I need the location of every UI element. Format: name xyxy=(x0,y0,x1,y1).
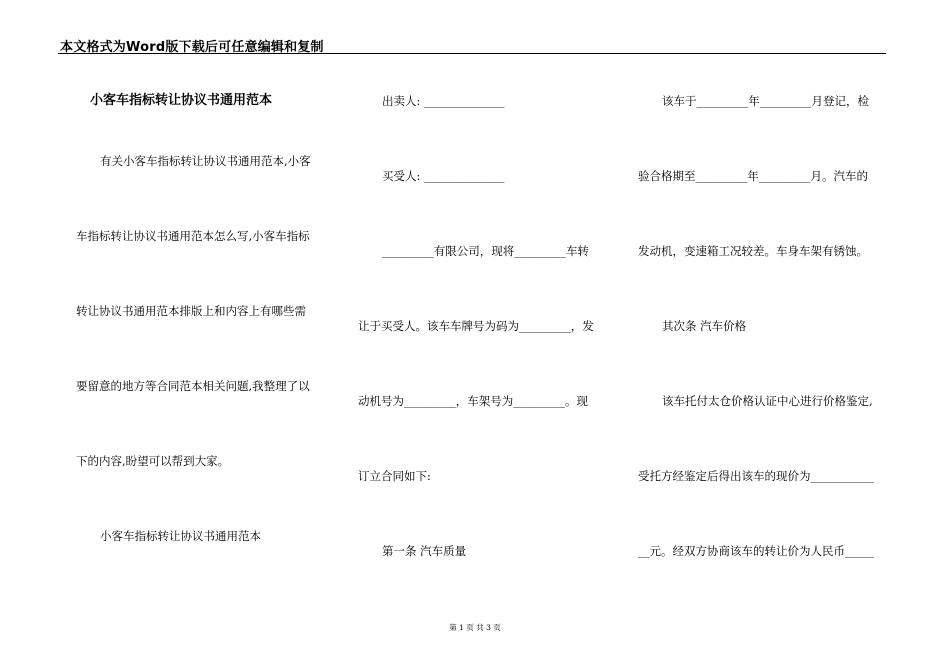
text-line: 车指标转让协议书通用范本怎么写,小客车指标 xyxy=(76,229,310,243)
text-line: 其次条 汽车价格 xyxy=(662,319,747,333)
text-line: 动机号为_________，车架号为_________。现 xyxy=(358,394,588,408)
text-line: 让于买受人。该车车牌号为码为_________，发 xyxy=(358,319,594,333)
document-header: 本文格式为Word版下载后可任意编辑和复制 xyxy=(60,40,324,55)
text-line: 订立合同如下: xyxy=(358,469,431,483)
document-title: 小客车指标转让协议书通用范本 xyxy=(90,93,273,108)
text-column-3 xyxy=(638,0,888,672)
page-number: 第 1 页 共 3 页 xyxy=(449,623,501,632)
text-line: 验合格期至_________年_________月。汽车的 xyxy=(638,169,868,183)
text-line: 要留意的地方等合同范本相关问题,我整理了以 xyxy=(76,379,310,393)
text-line: 第一条 汽车质量 xyxy=(382,544,467,558)
text-column-1 xyxy=(76,0,324,672)
text-line: __元。经双方协商该车的转让价为人民币_____ xyxy=(638,544,874,558)
text-line: 小客车指标转让协议书通用范本 xyxy=(100,529,261,543)
text-line: 下的内容,盼望可以帮到大家。 xyxy=(76,454,230,468)
text-line: 买受人: ______________ xyxy=(382,169,505,183)
text-line: 该车于_________年_________月登记，检 xyxy=(662,94,869,108)
text-column-2 xyxy=(358,0,608,672)
text-line: 该车托付太仓价格认证中心进行价格鉴定, xyxy=(662,394,873,408)
text-line: 出卖人: ______________ xyxy=(382,94,505,108)
text-line: 发动机，变速箱工况较差。车身车架有锈蚀。 xyxy=(638,244,868,258)
text-line: _________有限公司，现将_________车转 xyxy=(382,244,589,258)
text-line: 转让协议书通用范本排版上和内容上有哪些需 xyxy=(76,304,306,318)
text-line: 有关小客车指标转让协议书通用范本,小客 xyxy=(100,154,311,168)
text-line: 受托方经鉴定后得出该车的现价为___________ xyxy=(638,469,874,483)
